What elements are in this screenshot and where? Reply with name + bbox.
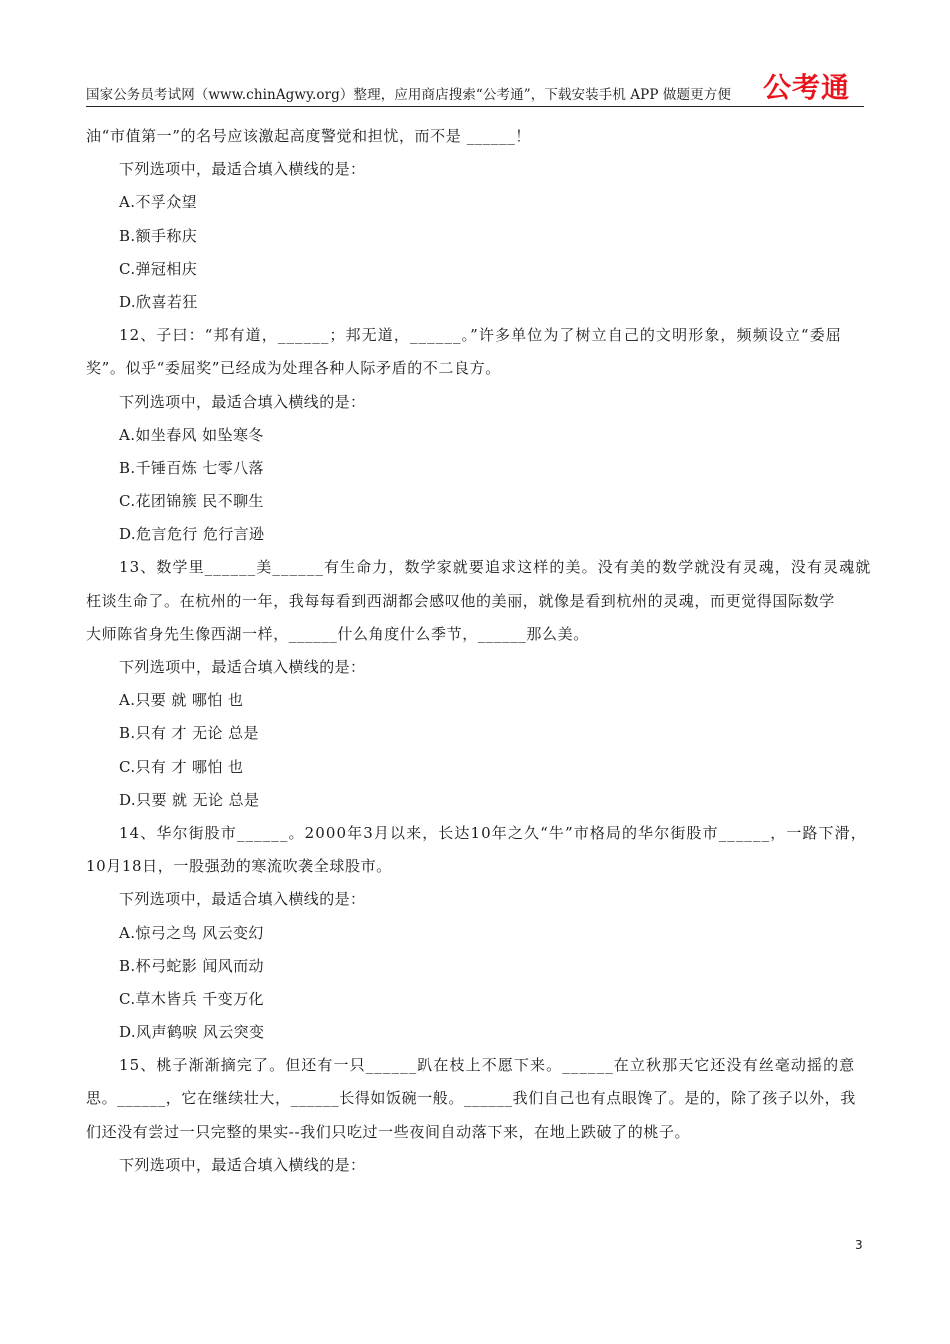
option-a: A.只要 就 哪怕 也: [119, 691, 244, 710]
page-number: 3: [855, 1238, 863, 1252]
option-c: C.草木皆兵 千变万化: [119, 989, 264, 1008]
question-12-stem-cont: 奖”。似乎“委屈奖”已经成为处理各种人际矛盾的不二良方。: [86, 359, 501, 378]
question-14-stem: 14、华尔街股市______。2000年3月以来，长达10年之久“牛”市格局的华尔街股市______，一路下滑，: [119, 823, 867, 842]
option-c: C.只有 才 哪怕 也: [119, 757, 244, 776]
option-d: D.欣喜若狂: [119, 292, 198, 311]
header-text: 国家公务员考试网（www.chinAgwy.org）整理，应用商店搜索“公考通”，下载安装手机 APP 做题更方便: [86, 87, 731, 103]
option-c: C.花团锦簇 民不聊生: [119, 492, 264, 511]
text-line: 油“市值第一”的名号应该激起高度警觉和担忧，而不是 ______！: [86, 127, 531, 145]
option-a: A.如坐春风 如坠寒冬: [119, 425, 264, 444]
document-body: [86, 120, 872, 1182]
option-b: B.只有 才 无论 总是: [119, 724, 259, 743]
question-prompt: 下列选项中，最适合填入横线的是：: [119, 1155, 366, 1174]
option-b: B.额手称庆: [119, 226, 198, 245]
question-prompt: 下列选项中，最适合填入横线的是：: [119, 658, 366, 676]
question-12-stem: 12、子曰：“邦有道，______；邦无道，______。”许多单位为了树立自己的文明形象，频频设立“委屈: [119, 326, 842, 345]
option-c: C.弹冠相庆: [119, 259, 198, 278]
option-d: D.风声鹤唳 风云突变: [119, 1023, 265, 1042]
question-15-stem-cont: 思。______，它在继续壮大，______长得如饭碗一般。______我们自己也有点眼馋了。是的，除了孩子以外，我: [86, 1089, 856, 1108]
question-14-stem-cont: 10月18日，一股强劲的寒流吹袭全球股市。: [86, 857, 392, 876]
question-13-stem-cont: 大师陈省身先生像西湖一样，______什么角度什么季节，______那么美。: [86, 624, 589, 643]
question-13-stem: 13、数学里______美______有生命力，数学家就要追求这样的美。没有美的数学就没有灵魂，没有灵魂就: [119, 558, 872, 577]
option-d: D.危言危行 危行言逊: [119, 525, 265, 544]
question-prompt: 下列选项中，最适合填入横线的是：: [119, 160, 366, 179]
question-13-stem-cont: 枉谈生命了。在杭州的一年，我每每看到西湖都会感叹他的美丽，就像是看到杭州的灵魂，而更觉得国际数学: [86, 591, 835, 610]
page-header: [86, 66, 864, 107]
gongkaotong-logo: 公考通: [762, 71, 850, 104]
option-b: B.千锤百炼 七零八落: [119, 458, 264, 477]
question-prompt: 下列选项中，最适合填入横线的是：: [119, 392, 366, 411]
question-15-stem-cont: 们还没有尝过一只完整的果实--我们只吃过一些夜间自动落下来，在地上跌破了的桃子。: [86, 1122, 691, 1141]
question-15-stem: 15、桃子渐渐摘完了。但还有一只______趴在枝上不愿下来。______在立秋那天它还没有丝毫动摇的意: [119, 1056, 856, 1075]
option-d: D.只要 就 无论 总是: [119, 790, 260, 809]
option-a: A.惊弓之鸟 风云变幻: [119, 923, 264, 942]
option-a: A.不孚众望: [119, 193, 198, 212]
option-b: B.杯弓蛇影 闻风而动: [119, 956, 264, 975]
question-prompt: 下列选项中，最适合填入横线的是：: [119, 890, 366, 909]
